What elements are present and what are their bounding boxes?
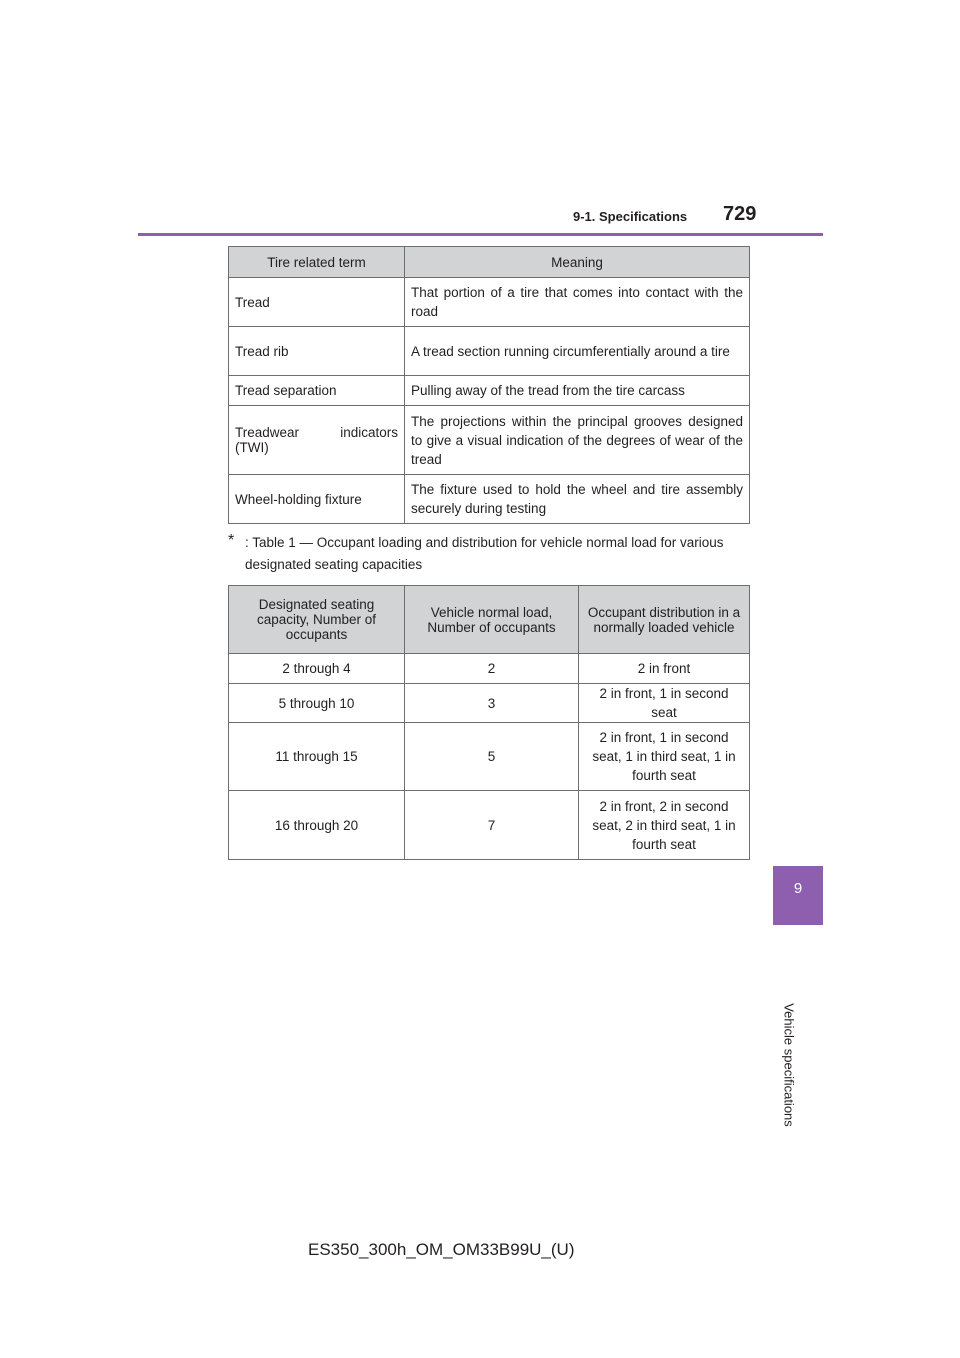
capacity-cell: 11 through 15 [229, 723, 405, 791]
table-header-row [229, 247, 750, 278]
capacity-cell: 5 through 10 [229, 684, 405, 723]
term-cell: Tread [229, 278, 405, 327]
column-header-capacity: Designated seating capacity, Number of occupants [229, 586, 405, 654]
table-row [229, 791, 750, 860]
document-code: ES350_300h_OM_OM33B99U_(U) [308, 1240, 575, 1259]
table-row [229, 278, 750, 327]
meaning-cell: Pulling away of the tread from the tire carcass [405, 376, 750, 406]
column-header-distribution: Occupant distribution in a normally loaded vehicle [579, 586, 750, 654]
table-row [229, 475, 750, 524]
meaning-cell: The fixture used to hold the wheel and tire assembly securely during testing [405, 475, 750, 524]
capacity-cell: 2 through 4 [229, 654, 405, 684]
table-footnote [228, 532, 748, 576]
page-number: 729 [723, 203, 757, 225]
occupant-loading-table [228, 585, 750, 860]
chapter-tab [773, 866, 823, 925]
normal-load-cell: 7 [405, 791, 579, 860]
tire-terms-table [228, 246, 750, 524]
term-cell: Wheel-holding fixture [229, 475, 405, 524]
term-cell: Treadwear indicators (TWI) [229, 406, 405, 475]
distribution-cell: 2 in front, 1 in second seat, 1 in third seat, 1 in fourth seat [579, 723, 750, 791]
distribution-cell: 2 in front, 2 in second seat, 2 in third seat, 1 in fourth seat [579, 791, 750, 860]
section-title: 9-1. Specifications [573, 209, 688, 224]
table-row [229, 684, 750, 723]
column-header-meaning: Meaning [405, 247, 750, 278]
footnote-text: : Table 1 — Occupant loading and distribution for vehicle normal load for various designated seating capacities [245, 535, 724, 572]
distribution-cell: 2 in front [579, 654, 750, 684]
column-header-term: Tire related term [229, 247, 405, 278]
normal-load-cell: 3 [405, 684, 579, 723]
footnote-asterisk: * [228, 532, 235, 549]
table-row [229, 376, 750, 406]
table-row [229, 723, 750, 791]
meaning-cell: That portion of a tire that comes into contact with the road [405, 278, 750, 327]
chapter-number: 9 [793, 880, 803, 897]
table-row [229, 406, 750, 475]
table-header-row [229, 586, 750, 654]
header-divider [138, 233, 823, 236]
distribution-cell: 2 in front, 1 in second seat [579, 684, 750, 723]
table-row [229, 327, 750, 376]
column-header-normal-load: Vehicle normal load, Number of occupants [405, 586, 579, 654]
normal-load-cell: 5 [405, 723, 579, 791]
term-cell: Tread rib [229, 327, 405, 376]
normal-load-cell: 2 [405, 654, 579, 684]
table-row [229, 654, 750, 684]
chapter-label-text: Vehicle specifications [781, 1003, 797, 1127]
capacity-cell: 16 through 20 [229, 791, 405, 860]
meaning-cell: The projections within the principal grooves designed to give a visual indication of the degrees of wear of the tread [405, 406, 750, 475]
meaning-cell: A tread section running circumferentially around a tire [405, 327, 750, 376]
term-cell: Tread separation [229, 376, 405, 406]
